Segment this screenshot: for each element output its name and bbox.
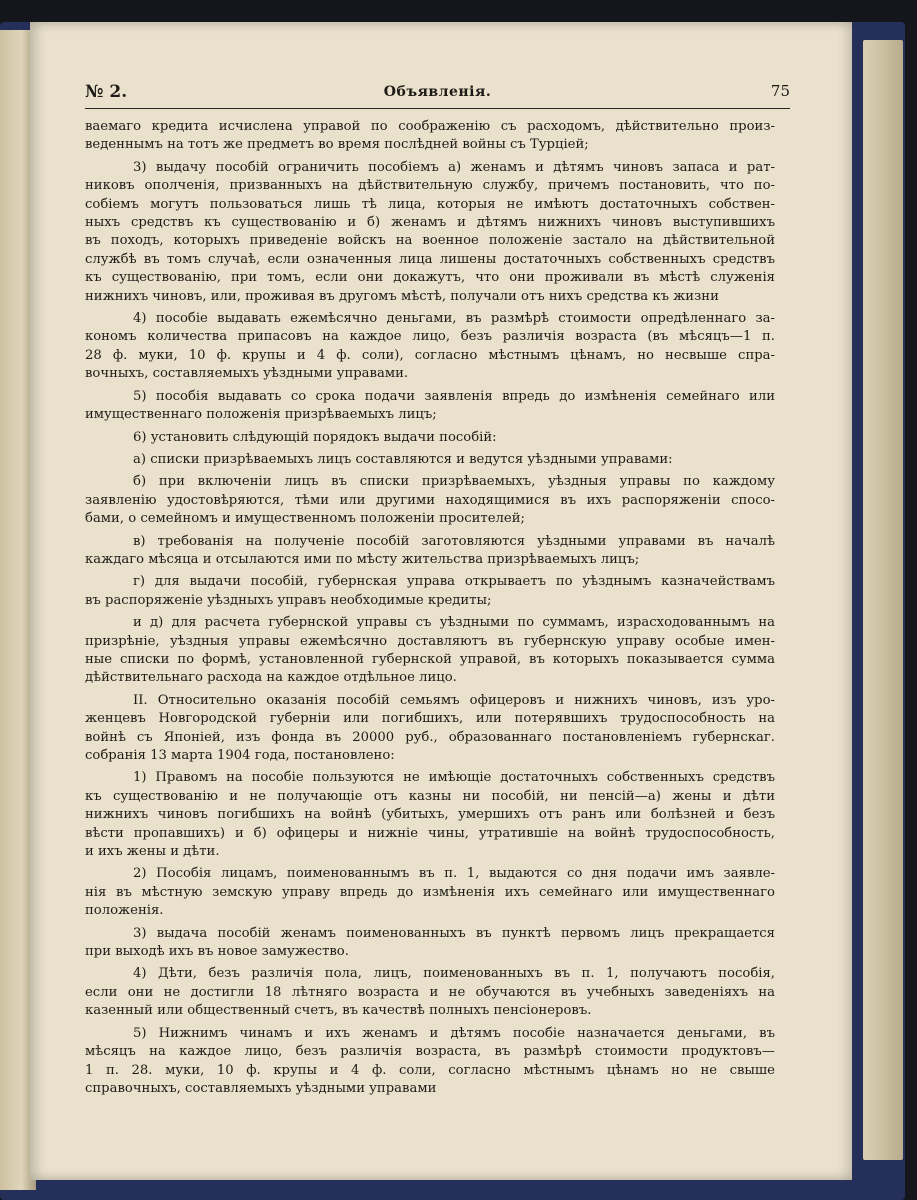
text-line: ваемаго кредита исчислена управой по соображенію съ расходомъ, дѣйствительно произ- [85,119,775,134]
paragraph [85,533,775,570]
text-line: в) требованія на полученіе пособій заготовляются уѣздными управами въ началѣ [133,533,775,549]
text-line: г) для выдачи пособій, губернская управа открываетъ по уѣзднымъ казначействамъ [133,574,775,590]
text-line: 4) Дѣти, безъ различія пола, лицъ, поименованныхъ въ п. 1, получаютъ пособія, [133,966,775,982]
text-line: и д) для расчета губернской управы съ уѣздными по суммамъ, израсходованнымъ на [133,615,775,631]
text-line: ныхъ средствъ къ существованію и б) женамъ и дѣтямъ нижнихъ чиновъ выступившихъ [85,215,775,231]
text-line: 3) выдачу пособій ограничить пособіемъ а) женамъ и дѣтямъ чиновъ запаса и рат- [133,159,775,175]
text-line: II. Относительно оказанія пособій семьямъ офицеровъ и нижнихъ чиновъ, изъ уро- [133,692,775,708]
paragraph [85,865,775,920]
text-line: 28 ф. муки, 10 ф. крупы и 4 ф. соли), согласно мѣстнымъ цѣнамъ, но несвыше спра- [85,347,775,363]
section-title: Объявленія. [383,84,492,100]
paragraph [85,429,775,447]
text-line: нижнихъ чиновъ, или, проживая въ другомъ мѣстѣ, получали отъ нихъ средства къ жизни [85,288,719,304]
text-line: 1 п. 28. муки, 10 ф. крупы и 4 ф. соли, согласно мѣстнымъ цѣнамъ но не свыше [85,1062,775,1078]
running-head [85,80,790,109]
text-line: а) списки призрѣваемыхъ лицъ составляются и ведутся уѣздными управами: [133,451,673,467]
issue-number: № 2. [85,82,128,102]
text-line: нія въ мѣстную земскую управу впредь до измѣненія ихъ семейнаго или имущественнаго [85,884,775,900]
text-line: никовъ ополченія, призванныхъ на дѣйствительную службу, причемъ постановить, что по- [85,178,775,194]
page-number: 75 [770,82,790,100]
text-line: службѣ въ томъ случаѣ, если означенныя лица лишены достаточныхъ собственныхъ средствъ [85,251,775,267]
text-line: 4) пособіе выдавать ежемѣсячно деньгами, въ размѣрѣ стоимости опредѣленнаго за- [133,311,775,327]
paragraph [85,769,775,861]
text-line: въ распоряженіе уѣздныхъ управъ необходимые кредиты; [85,592,492,608]
text-line: мѣсяцъ на каждое лицо, безъ различія возраста, въ размѣрѣ стоимости продуктовъ— [85,1044,775,1060]
text-line: кономъ количества припасовъ на каждое лицо, безъ различія возраста (въ мѣсяцъ—1 п. [85,329,775,345]
text-line: веденнымъ на тотъ же предметъ во время послѣдней войны съ Турціей; [85,137,589,153]
text-line: 3) выдача пособій женамъ поименованныхъ въ пунктѣ первомъ лицъ прекращается [133,925,775,941]
paragraph [85,388,775,425]
text-line: имущественнаго положенія призрѣваемыхъ лицъ; [85,407,437,423]
text-line: 5) пособія выдавать со срока подачи заявленія впредь до измѣненія семейнаго или [133,388,775,404]
text-line: къ существованію, при томъ, если они докажутъ, что они проживали въ мѣстѣ служенія [85,270,775,286]
text-line: справочныхъ, составляемыхъ уѣздными управами [85,1080,437,1096]
paragraph [85,118,775,155]
text-line: женцевъ Новгородской губерніи или погибшихъ, или потерявшихъ трудоспособность на [85,711,775,727]
text-line: дѣйствительнаго расхода на каждое отдѣльное лицо. [85,670,457,686]
paragraph [85,1025,775,1099]
text-line: положенія. [85,903,164,919]
text-line: 1) Правомъ на пособіе пользуются не имѣющіе достаточныхъ собственныхъ средствъ [133,770,775,786]
article-body [85,118,775,1102]
text-line: призрѣніе, уѣздныя управы ежемѣсячно доставляютъ въ губернскую управу особые имен- [85,633,775,649]
text-line: если они не достигли 18 лѣтняго возраста и не обучаются въ учебныхъ заведеніяхъ на [85,984,775,1000]
text-line: каждаго мѣсяца и отсылаются ими по мѣсту жительства призрѣваемыхъ лицъ; [85,551,640,567]
text-line: нижнихъ чиновъ погибшихъ на войнѣ (убитыхъ, умершихъ отъ ранъ или болѣзней и безъ [85,807,775,823]
text-line: въ походъ, которыхъ приведеніе войскъ на военное положеніе застало на дѣйствительной [85,233,775,249]
text-line: при выходѣ ихъ въ новое замужество. [85,944,349,960]
paragraph [85,925,775,962]
text-line: и ихъ жены и дѣти. [85,844,220,860]
text-line: заявленію удостовѣряются, тѣми или другими находящимися въ ихъ распоряженіи спосо- [85,492,775,508]
paragraph [85,451,775,469]
paragraph [85,573,775,610]
paragraph [85,614,775,688]
paragraph [85,473,775,528]
page-stack-edge [863,40,903,1160]
text-line: ные списки по формѣ, установленной губернской управой, въ которыхъ показывается сумма [85,651,775,667]
paragraph [85,692,775,766]
text-line: къ существованію и не получающіе отъ казны ни пособій, ни пенсій—а) жены и дѣти [85,788,775,804]
text-line: б) при включеніи лицъ въ списки призрѣваемыхъ, уѣздныя управы по каждому [133,474,775,490]
text-line: казенный или общественный счетъ, въ качествѣ полныхъ пенсіонеровъ. [85,1003,592,1019]
text-line: собранія 13 марта 1904 года, постановлено: [85,748,395,763]
book-page [30,22,852,1180]
text-line: войнѣ съ Японіей, изъ фонда въ 20000 руб., образованнаго постановленіемъ губернскаг. [85,729,775,745]
paragraph [85,965,775,1020]
text-line: 2) Пособія лицамъ, поименованнымъ въ п. 1, выдаются со дня подачи имъ заявле- [133,866,775,882]
text-line: собіемъ могутъ пользоваться лишь тѣ лица, которыя не имѣютъ достаточныхъ собствен- [85,196,775,212]
paragraph [85,310,775,384]
text-line: 6) установить слѣдующій порядокъ выдачи пособій: [133,429,497,445]
text-line: вочныхъ, составляемыхъ уѣздными управами. [85,366,409,382]
text-line: вѣсти пропавшихъ) и б) офицеры и нижніе чины, утратившіе на войнѣ трудоспособность, [85,825,775,841]
text-line: бами, о семейномъ и имущественномъ положеніи просителей; [85,511,525,527]
text-line: 5) Нижнимъ чинамъ и ихъ женамъ и дѣтямъ пособіе назначается деньгами, въ [133,1025,775,1041]
paragraph [85,159,775,306]
